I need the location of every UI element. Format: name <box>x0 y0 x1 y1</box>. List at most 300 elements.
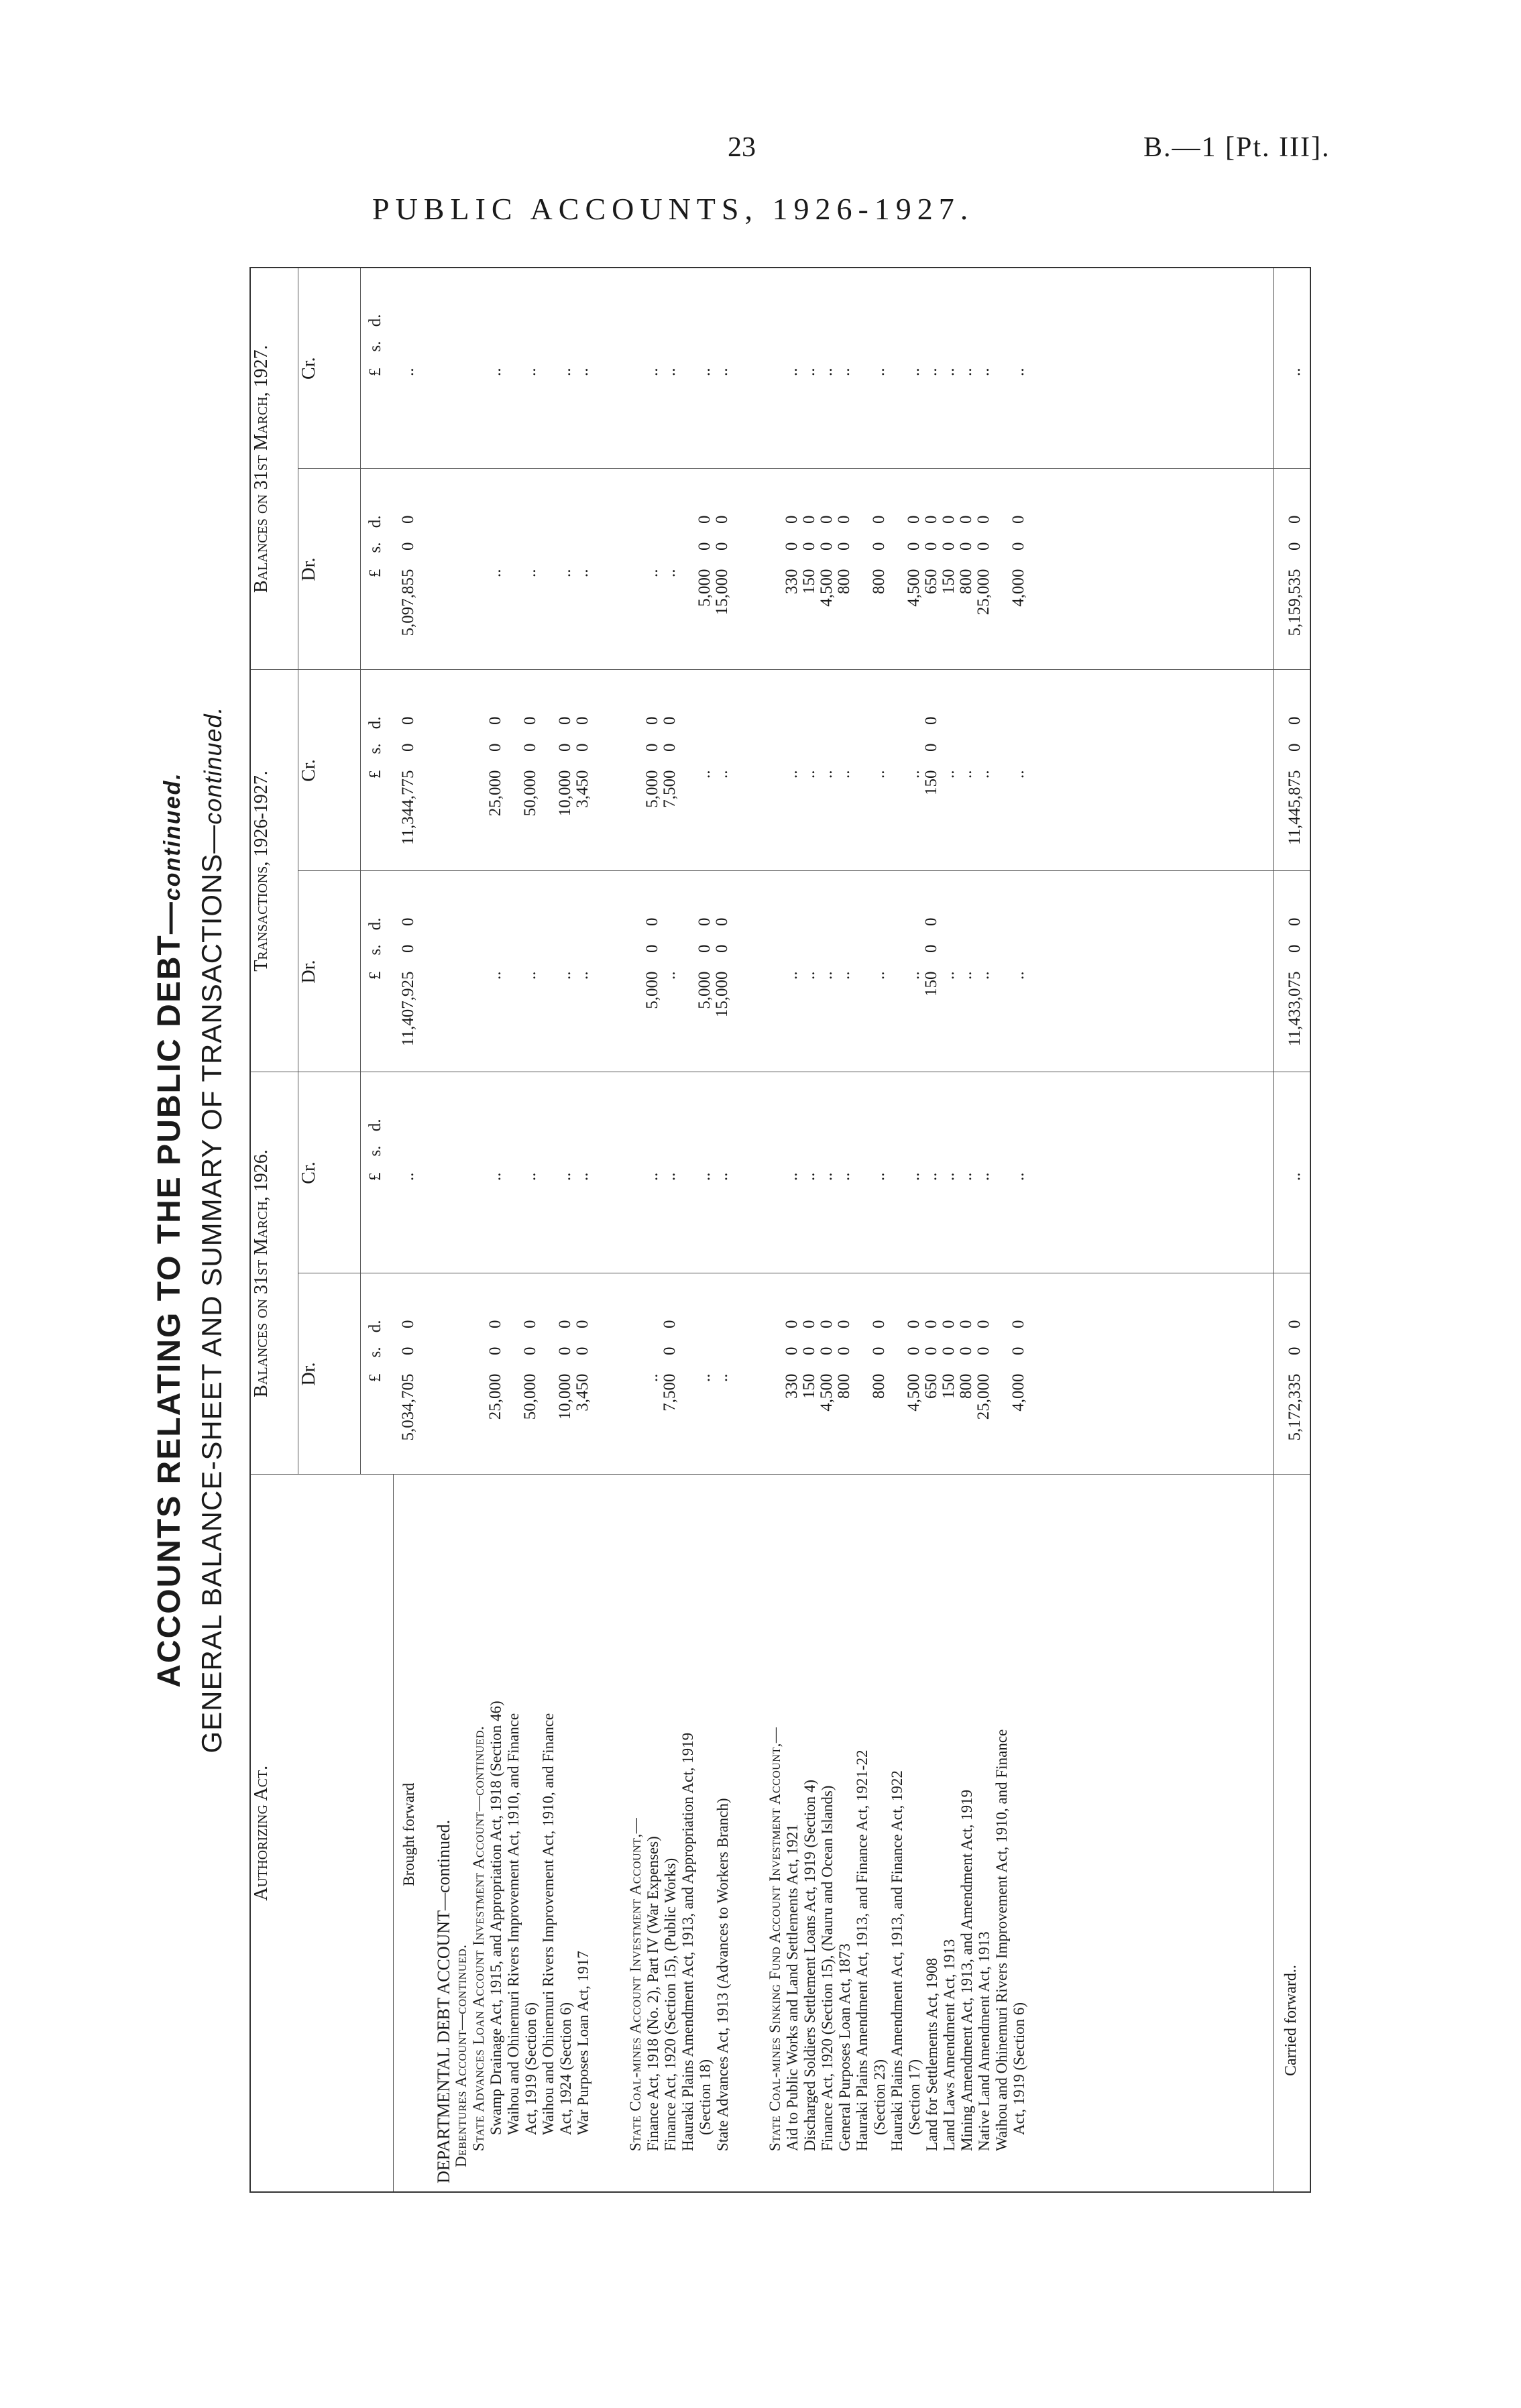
amount <box>626 1274 644 1475</box>
act-line: Brought forward <box>400 1782 417 1886</box>
balances-1927-dr-column <box>393 469 1273 670</box>
amount: .. <box>818 770 836 779</box>
act-line: Finance Act, 1920 (Section 15), (Nauru and Ocean Islands) <box>818 1785 836 2151</box>
amount: .. <box>957 367 975 376</box>
carried-b27-cr <box>1273 268 1310 469</box>
act-line: Finance Act, 1918 (No. 2), Part IV (War Expenses) <box>644 1836 661 2151</box>
amount: .. <box>521 1172 539 1181</box>
amount <box>888 670 905 870</box>
units-cell <box>361 268 394 469</box>
amount: .. <box>486 569 504 577</box>
amount <box>731 469 748 669</box>
amount <box>766 872 783 1072</box>
amount <box>417 872 435 1072</box>
amount: .. <box>521 569 539 577</box>
unit-label: £ <box>366 1172 384 1181</box>
amount <box>592 670 609 870</box>
act-line: Act, 1924 (Section 6) <box>557 2002 574 2135</box>
units-cell <box>361 1072 394 1273</box>
carried-b26-cr <box>1273 1072 1310 1273</box>
amount: .. <box>800 367 818 376</box>
balances-1927-cr-column <box>393 268 1273 469</box>
amount: .. <box>800 770 818 779</box>
balance-sheet-table <box>249 267 1311 2193</box>
amount: .. <box>486 971 504 980</box>
act-line: Land Laws Amendment Act, 1913 <box>940 1939 958 2151</box>
amount <box>469 670 487 870</box>
unit-label: £ <box>366 1373 384 1382</box>
amount: .. <box>974 1172 993 1181</box>
act-line: Land for Settlements Act, 1908 <box>923 1957 940 2151</box>
act-line: Finance Act, 1920 (Section 15), (Public Works) <box>661 1857 679 2151</box>
amount <box>609 872 626 1072</box>
amount: 80000 <box>957 1320 975 1399</box>
spacer <box>749 1486 767 2184</box>
amount: .. <box>556 1172 574 1181</box>
amount <box>504 872 522 1072</box>
amount: .. <box>556 569 574 577</box>
amount: 15000 <box>800 1320 818 1399</box>
unit-label: s. <box>366 1346 384 1358</box>
page-heading: PUBLIC ACCOUNTS, 1926-1927. <box>372 192 974 226</box>
amount: .. <box>1009 367 1027 376</box>
amount: 3,45000 <box>573 716 592 808</box>
header-cr: Cr. <box>298 1072 361 1273</box>
amount <box>452 872 469 1072</box>
amount: .. <box>870 367 888 376</box>
amount <box>731 1274 748 1475</box>
amount: 15,00000 <box>713 515 731 616</box>
amount <box>679 670 696 870</box>
act-line: Waihou and Ohinemuri Rivers Improvement Act, 1910, and Finance <box>993 1729 1010 2151</box>
amount: .. <box>835 367 853 376</box>
amount <box>504 268 522 469</box>
act-line: General Purposes Loan Act, 1873 <box>836 1943 853 2151</box>
amount: .. <box>835 770 853 779</box>
amount <box>452 469 469 669</box>
amount: 25,00000 <box>974 1320 993 1420</box>
carried-forward-label <box>1273 1475 1310 2192</box>
header-cr: Cr. <box>298 268 361 469</box>
amount: .. <box>643 367 661 376</box>
carried-b27-dr <box>1273 469 1310 670</box>
amount <box>592 268 609 469</box>
amount: .. <box>573 569 592 577</box>
transactions-dr-column <box>393 871 1273 1072</box>
amount <box>853 1073 870 1273</box>
amount <box>853 872 870 1072</box>
amount: 7,50000 <box>661 716 679 808</box>
unit-label: d. <box>366 515 384 528</box>
amount: .. <box>922 1172 940 1181</box>
act-line: Discharged Soldiers Settlement Loans Act, 1919 (Section 4) <box>801 1779 818 2151</box>
amount <box>766 1274 783 1475</box>
act-line: Mining Amendment Act, 1913, and Amendment Act, 1919 <box>958 1789 975 2151</box>
amount: 25,00000 <box>486 1320 504 1420</box>
title-line-2-continued: continued. <box>199 706 227 825</box>
amount: .. <box>486 367 504 376</box>
amount: .. <box>399 1172 417 1181</box>
act-line: Waihou and Ohinemuri Rivers Improvement Act, 1910, and Finance <box>539 1713 557 2135</box>
amount <box>679 1073 696 1273</box>
amount: 11,407,92500 <box>399 917 417 1047</box>
amount: 80000 <box>957 515 975 594</box>
amount: 80000 <box>870 1320 888 1399</box>
amount: 4,50000 <box>905 515 923 607</box>
act-line: DEPARTMENTAL DEBT ACCOUNT—continued. <box>433 1819 453 2183</box>
act-line: Act, 1919 (Section 6) <box>522 2002 539 2135</box>
amount: .. <box>1009 1172 1027 1181</box>
amount: .. <box>783 971 801 980</box>
amount: 15000 <box>800 515 818 594</box>
amount: .. <box>399 367 417 376</box>
amount <box>504 1274 522 1475</box>
unit-label: d. <box>366 314 384 327</box>
amount: .. <box>1009 770 1027 779</box>
title-line-2 <box>193 267 232 2193</box>
amount <box>731 872 748 1072</box>
amount <box>888 1274 905 1475</box>
amount <box>679 872 696 1072</box>
unit-label: £ <box>366 770 384 779</box>
amount: .. <box>556 367 574 376</box>
amount: 50,00000 <box>521 716 539 817</box>
amount <box>592 872 609 1072</box>
amount: 4,00000 <box>1009 1320 1027 1412</box>
act-line: Waihou and Ohinemuri Rivers Improvement Act, 1910, and Finance <box>504 1713 522 2135</box>
amount <box>452 268 469 469</box>
amount <box>853 469 870 669</box>
act-line: Debentures Account—continued. <box>452 1944 469 2167</box>
amount <box>452 1274 469 1475</box>
amount: 11,445,87500 <box>1285 716 1304 846</box>
amount: .. <box>573 1172 592 1181</box>
amount <box>888 1073 905 1273</box>
amount: 25,00000 <box>974 515 993 616</box>
amount <box>539 670 557 870</box>
act-line: State Advances Loan Account Investment Account—continued. <box>469 1725 487 2151</box>
act-line: State Coal-mines Account Investment Account,— <box>626 1817 644 2151</box>
amount: .. <box>661 1172 679 1181</box>
amount: .. <box>486 1172 504 1181</box>
amount: 15,00000 <box>713 917 731 1018</box>
amount: 15000 <box>922 716 940 795</box>
amount <box>539 1274 557 1475</box>
amount: .. <box>661 569 679 577</box>
act-line: Hauraki Plains Amendment Act, 1913, and Finance Act, 1922 <box>888 1770 905 2151</box>
page-number: 23 <box>728 132 756 163</box>
amount: 4,50000 <box>818 515 836 607</box>
amount: 7,50000 <box>661 1320 679 1412</box>
amount <box>417 1073 435 1273</box>
amount: .. <box>818 1172 836 1181</box>
amount <box>766 469 783 669</box>
amount <box>609 1274 626 1475</box>
amount <box>539 1073 557 1273</box>
amount: .. <box>800 971 818 980</box>
amount <box>469 1073 487 1273</box>
act-line: State Coal-mines Sinking Fund Account Investment Account,— <box>766 1727 783 2151</box>
act-line: Act, 1919 (Section 6) <box>1010 2002 1027 2135</box>
amount <box>504 670 522 870</box>
amount: .. <box>713 367 731 376</box>
amount <box>679 268 696 469</box>
unit-label: £ <box>366 971 384 980</box>
amount: .. <box>713 770 731 779</box>
amount <box>452 670 469 870</box>
amount <box>888 469 905 669</box>
amount <box>539 268 557 469</box>
amount: .. <box>643 1172 661 1181</box>
amount <box>609 268 626 469</box>
act-line: Hauraki Plains Amendment Act, 1913, and Appropriation Act, 1919 <box>679 1732 696 2151</box>
spacer <box>418 1486 435 2184</box>
amount: .. <box>713 1172 731 1181</box>
amount <box>469 872 487 1072</box>
rotated-table-block <box>152 267 1311 2193</box>
amount: .. <box>695 367 714 376</box>
amount: .. <box>1285 1172 1304 1181</box>
amount: 4,50000 <box>818 1320 836 1412</box>
amount <box>993 872 1010 1072</box>
amount: .. <box>957 1172 975 1181</box>
act-line: Native Land Amendment Act, 1913 <box>975 1931 993 2151</box>
amount: 5,097,85500 <box>399 515 417 636</box>
unit-label: s. <box>366 341 384 352</box>
unit-label: £ <box>366 569 384 577</box>
amount: 15000 <box>940 515 958 594</box>
spacer <box>610 1486 627 2184</box>
amount: .. <box>1285 367 1304 376</box>
amount: .. <box>643 569 661 577</box>
act-line: Aid to Public Works and Land Settlements Act, 1921 <box>783 1824 801 2151</box>
amount: 5,159,53500 <box>1285 515 1304 636</box>
carried-t-dr <box>1273 871 1310 1072</box>
carried-forward-text: Carried forward.. <box>1282 1965 1300 2076</box>
title-line-1-text: ACCOUNTS RELATING TO THE PUBLIC DEBT— <box>152 901 187 1688</box>
amount <box>539 872 557 1072</box>
unit-label: d. <box>366 716 384 730</box>
amount <box>626 670 644 870</box>
header-transactions: Transactions, 1926-1927. <box>250 670 298 1072</box>
amount: 65000 <box>922 1320 940 1399</box>
amount: 80000 <box>870 515 888 594</box>
act-line: (Section 18) <box>696 2059 714 2135</box>
spacer <box>732 1486 749 2184</box>
amount <box>435 1073 452 1273</box>
title-line-2-text: GENERAL BALANCE-SHEET AND SUMMARY OF TRANSACTIONS— <box>196 824 227 1754</box>
amount: .. <box>783 1172 801 1181</box>
carried-b26-dr <box>1273 1273 1310 1475</box>
title-line-1 <box>149 267 193 2193</box>
amount <box>417 268 435 469</box>
act-line: (Section 23) <box>870 2059 888 2135</box>
amount: .. <box>713 1373 731 1382</box>
amount <box>993 268 1010 469</box>
title-line-1-continued: continued. <box>160 772 185 901</box>
amount <box>609 1073 626 1273</box>
amount <box>609 670 626 870</box>
amount <box>853 670 870 870</box>
table-titles <box>149 267 232 2193</box>
unit-label: d. <box>366 1119 384 1132</box>
amount: .. <box>643 1373 661 1382</box>
amount: .. <box>521 367 539 376</box>
amount <box>748 469 766 669</box>
authorizing-act-column <box>393 1475 1273 2192</box>
amount: 33000 <box>783 1320 801 1399</box>
amount <box>504 1073 522 1273</box>
body-row <box>393 268 1273 2192</box>
amount: .. <box>818 367 836 376</box>
amount <box>766 268 783 469</box>
amount <box>504 469 522 669</box>
amount: .. <box>905 770 923 779</box>
amount: .. <box>661 971 679 980</box>
amount: 11,433,07500 <box>1285 917 1304 1047</box>
amount: 4,50000 <box>905 1320 923 1412</box>
amount <box>766 1073 783 1273</box>
amount <box>993 1073 1010 1273</box>
amount: 80000 <box>835 1320 853 1399</box>
amount: 5,00000 <box>695 515 714 607</box>
amount: 65000 <box>922 515 940 594</box>
balances-1926-dr-column <box>393 1273 1273 1475</box>
units-cell <box>361 469 394 670</box>
amount: .. <box>922 367 940 376</box>
amount: 15000 <box>922 917 940 996</box>
amount <box>888 872 905 1072</box>
act-line: War Purposes Loan Act, 1917 <box>574 1951 592 2135</box>
amount: .. <box>1009 971 1027 980</box>
amount: 33000 <box>783 515 801 594</box>
amount <box>452 1073 469 1273</box>
amount <box>626 872 644 1072</box>
balances-1926-cr-column <box>393 1072 1273 1273</box>
unit-label: s. <box>366 1145 384 1157</box>
amount <box>993 670 1010 870</box>
amount: .. <box>573 971 592 980</box>
unit-label: d. <box>366 1320 384 1333</box>
amount: 5,172,33500 <box>1285 1320 1304 1441</box>
unit-label: d. <box>366 917 384 931</box>
amount <box>993 469 1010 669</box>
amount: 3,45000 <box>573 1320 592 1412</box>
header-dr: Dr. <box>298 871 361 1072</box>
amount: .. <box>695 1172 714 1181</box>
amount: 5,034,70500 <box>399 1320 417 1441</box>
amount: .. <box>556 971 574 980</box>
amount <box>469 1274 487 1475</box>
unit-label: s. <box>366 542 384 553</box>
amount: .. <box>835 1172 853 1181</box>
units-cell <box>361 1273 394 1475</box>
amount <box>731 670 748 870</box>
amount: 10,00000 <box>556 1320 574 1420</box>
amount: .. <box>695 770 714 779</box>
amount: 5,00000 <box>643 716 661 808</box>
amount <box>853 1274 870 1475</box>
amount: 10,00000 <box>556 716 574 817</box>
amount: .. <box>521 971 539 980</box>
unit-label: £ <box>366 367 384 376</box>
act-line: (Section 17) <box>905 2059 923 2135</box>
transactions-cr-column <box>393 670 1273 871</box>
amount: .. <box>870 971 888 980</box>
amount <box>626 1073 644 1273</box>
amount: .. <box>974 971 993 980</box>
amount <box>626 469 644 669</box>
amount <box>435 670 452 870</box>
page-reference: B.—1 [Pt. III]. <box>1143 132 1331 163</box>
unit-label: s. <box>366 743 384 754</box>
amount <box>435 1274 452 1475</box>
amount: .. <box>783 770 801 779</box>
amount <box>435 268 452 469</box>
amount: .. <box>800 1172 818 1181</box>
amount <box>748 1274 766 1475</box>
amount: 11,344,77500 <box>399 716 417 846</box>
amount: 5,00000 <box>695 917 714 1009</box>
header-dr: Dr. <box>298 1273 361 1475</box>
amount <box>853 268 870 469</box>
amount: .. <box>905 971 923 980</box>
act-line: Hauraki Plains Amendment Act, 1913, and Finance Act, 1921-22 <box>853 1750 870 2151</box>
amount: .. <box>573 367 592 376</box>
amount: .. <box>783 367 801 376</box>
carried-t-cr <box>1273 670 1310 871</box>
amount <box>417 469 435 669</box>
amount: .. <box>940 367 958 376</box>
amount <box>766 670 783 870</box>
amount: .. <box>870 1172 888 1181</box>
amount: 5,00000 <box>643 917 661 1009</box>
carried-forward-row <box>1273 268 1310 2192</box>
amount: 50,00000 <box>521 1320 539 1420</box>
amount: .. <box>957 770 975 779</box>
amount: 25,00000 <box>486 716 504 817</box>
amount: .. <box>661 367 679 376</box>
amount <box>993 1274 1010 1475</box>
amount: .. <box>818 971 836 980</box>
amount: 80000 <box>835 515 853 594</box>
amount: .. <box>974 770 993 779</box>
header-cr: Cr. <box>298 670 361 871</box>
amount <box>679 469 696 669</box>
header-balances-1926: Balances on 31st March, 1926. <box>250 1072 298 1475</box>
amount: 4,00000 <box>1009 515 1027 607</box>
amount <box>435 469 452 669</box>
units-cell <box>361 670 394 871</box>
amount <box>592 1073 609 1273</box>
amount: .. <box>835 971 853 980</box>
amount <box>417 1274 435 1475</box>
spacer <box>592 1486 610 2184</box>
act-line: Swamp Drainage Act, 1915, and Appropriation Act, 1918 (Section 46) <box>487 1701 504 2135</box>
amount <box>539 469 557 669</box>
amount <box>748 872 766 1072</box>
amount <box>435 872 452 1072</box>
amount <box>592 1274 609 1475</box>
amount <box>748 268 766 469</box>
amount: .. <box>957 971 975 980</box>
units-cell <box>361 871 394 1072</box>
amount <box>748 670 766 870</box>
amount: .. <box>940 971 958 980</box>
amount <box>626 268 644 469</box>
amount: .. <box>695 1373 714 1382</box>
amount: .. <box>905 367 923 376</box>
